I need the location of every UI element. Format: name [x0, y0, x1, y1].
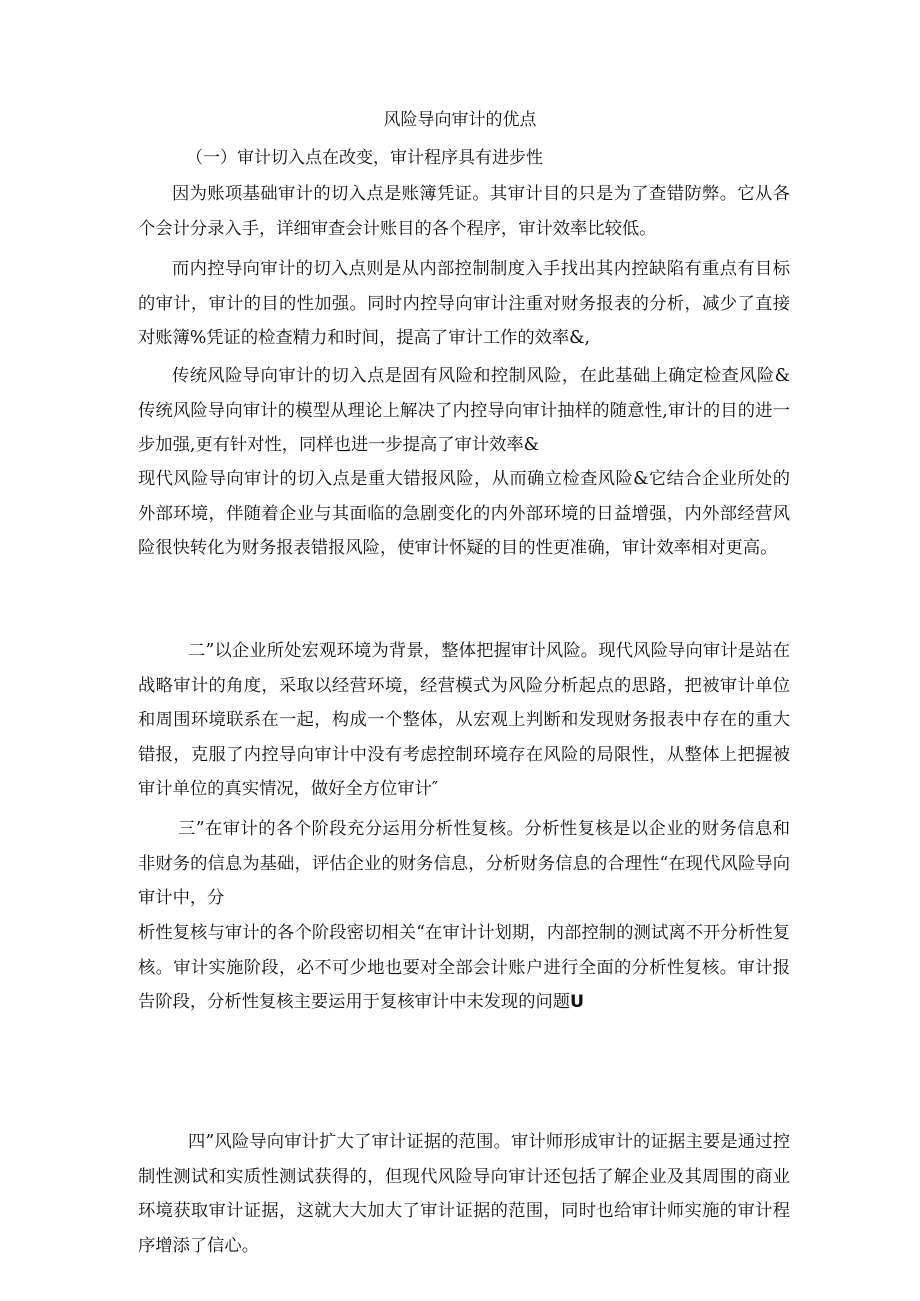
- paragraph-traditional-risk-audit: 传统风险导向审计的切入点是固有风险和控制风险，在此基础上确定检查风险&传统风险导向审计的模型从理论上解决了内控导向审计抽样的随意性,审计的目的进一步加强,更有针对性，同样也进一步提高了审计效率&: [138, 366, 790, 455]
- section-heading-1: （一）审计切入点在改变，审计程序具有进步性: [186, 148, 543, 168]
- paragraph-section-3-continued-text: 析性复核与审计的各个阶段密切相关“在审计计划期，内部控制的测试离不开分析性复核。审计实施阶段，必不可少地也要对全部会计账户进行全面的分析性复核。审计报告阶段，分析性复核主要运用于复核审计中未发现的问题: [138, 923, 790, 1012]
- document-title: 风险导向审计的优点: [383, 110, 537, 130]
- paragraph-modern-risk-audit: 现代风险导向审计的切入点是重大错报风险，从而确立检查风险&它结合企业所处的外部环境，伴随着企业与其面临的急剧变化的内外部环境的日益增强，内外部经营风险很快转化为财务报表错报风险，使审计怀疑的目的性更准确，审计效率相对更高。: [138, 469, 790, 558]
- paragraph-internal-control-audit: 而内控导向审计的切入点则是从内部控制制度入手找出其内控缺陷有重点有目标的审计，审计的目的性加强。同时内控导向审计注重对财务报表的分析，减少了直接对账簿%凭证的检查精力和时间，提高了审计工作的效率&,: [138, 259, 790, 348]
- paragraph-section-3-continued: [138, 916, 790, 1020]
- paragraph-account-based-audit: 因为账项基础审计的切入点是账簿凭证。其审计目的只是为了查错防弊。它从各个会计分录入手，详细审查会计账目的各个程序，审计效率比较低。: [138, 184, 790, 239]
- paragraph-section-4: 四”风险导向审计扩大了审计证据的范围。审计师形成审计的证据主要是通过控制性测试和实质性测试获得的，但现代风险导向审计还包括了解企业及其周围的商业环境获取审计证据，这就大大加大了审计证据的范围，同时也给审计师实施的审计程序增添了信心。: [138, 1132, 790, 1256]
- paragraph-section-2: 二”以企业所处宏观环境为背景，整体把握审计风险。现代风险导向审计是站在战略审计的角度，采取以经营环境，经营模式为风险分析起点的思路，把被审计单位和周围环境联系在一起，构成一个整体，从宏观上判断和发现财务报表中存在的重大错报，克服了内控导向审计中没有考虑控制环境存在风险的局限性，从整体上把握被审计单位的真实情况，做好全方位审计″: [138, 641, 790, 799]
- trailing-mark: U: [570, 992, 585, 1012]
- paragraph-section-3: 三”在审计的各个阶段充分运用分析性复核。分析性复核是以企业的财务信息和非财务的信息为基础，评估企业的财务信息，分析财务信息的合理性“在现代风险导向审计中，分: [138, 819, 790, 908]
